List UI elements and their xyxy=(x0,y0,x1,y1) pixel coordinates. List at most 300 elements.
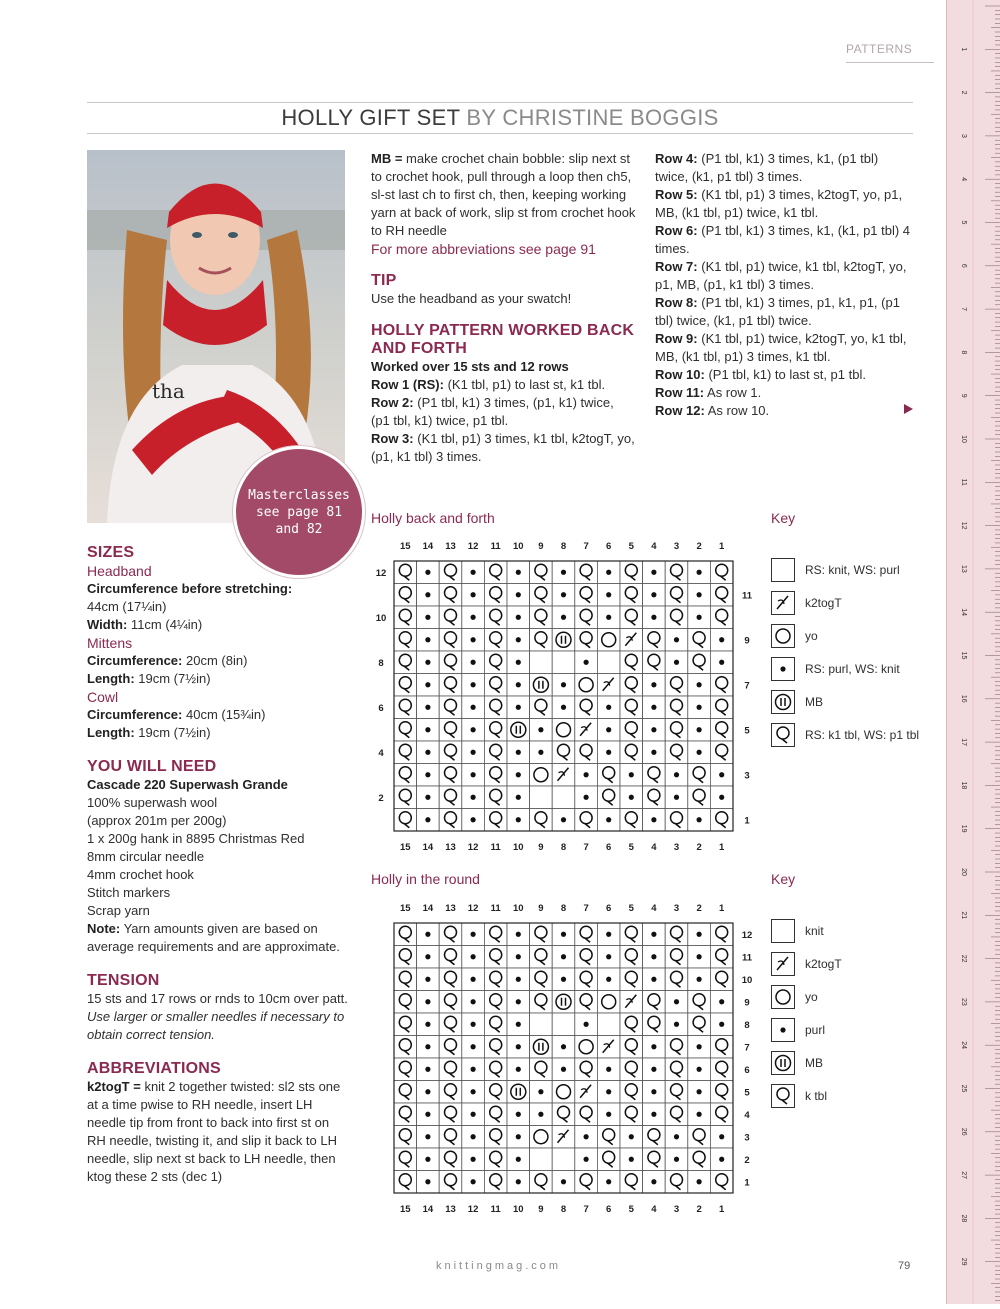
purl-stitch xyxy=(471,637,476,642)
more-abbreviations-link[interactable]: For more abbreviations see page 91 xyxy=(371,241,596,257)
ruler-number: 16 xyxy=(960,694,967,703)
column-number-top: 7 xyxy=(583,903,589,914)
row-number-right: 10 xyxy=(741,974,753,986)
purl-stitch xyxy=(516,1134,521,1139)
key-label: yo xyxy=(805,629,818,643)
column-number-bottom: 13 xyxy=(445,1204,456,1215)
key-label: RS: k1 tbl, WS: p1 tbl xyxy=(805,728,920,742)
purl-stitch xyxy=(561,705,566,710)
grid-cell xyxy=(597,1013,620,1036)
headband-width-value: 11cm (4¼in) xyxy=(127,617,203,632)
row-label: Row 5: xyxy=(655,187,698,202)
purl-stitch xyxy=(471,977,476,982)
need-line: 4mm crochet hook xyxy=(87,867,194,882)
key-item xyxy=(771,657,921,681)
column-number-top: 2 xyxy=(696,903,702,914)
purl-stitch xyxy=(674,660,679,665)
key-item xyxy=(771,723,921,747)
need-line: 8mm circular needle xyxy=(87,849,205,864)
column-number-top: 5 xyxy=(628,541,634,552)
sizes-heading: SIZES xyxy=(87,544,135,561)
row-text: (P1 tbl, k1) to last st, p1 tbl. xyxy=(704,367,866,382)
continue-arrow-icon xyxy=(904,404,913,414)
grid-cell xyxy=(597,991,620,1014)
key-symbol-knit-icon xyxy=(771,919,795,943)
ruler-number: 28 xyxy=(960,1214,967,1223)
key-item xyxy=(771,558,921,582)
ruler-number: 14 xyxy=(960,608,967,617)
note-label: Note: xyxy=(87,921,121,936)
chart2-grid xyxy=(360,897,760,1217)
row-number-right: 9 xyxy=(744,997,750,1009)
row-number-right: 2 xyxy=(744,1154,750,1166)
ruler-number: 2 xyxy=(960,90,967,95)
cowl-circ-label: Circumference: xyxy=(87,707,183,722)
headband-circ-value: 44cm (17¼in) xyxy=(87,599,167,614)
column-number-bottom: 1 xyxy=(719,1204,725,1215)
purl-stitch xyxy=(471,1067,476,1072)
purl-stitch xyxy=(697,615,702,620)
need-heading: YOU WILL NEED xyxy=(87,758,217,775)
key-item xyxy=(771,591,921,615)
purl-stitch xyxy=(516,637,521,642)
purl-stitch xyxy=(425,705,430,710)
purl-stitch xyxy=(516,1157,521,1162)
row-label: Row 7: xyxy=(655,259,698,274)
purl-stitch xyxy=(651,1179,656,1184)
purl-stitch xyxy=(471,1134,476,1139)
row-number-right: 7 xyxy=(744,1042,750,1054)
purl-stitch xyxy=(606,817,611,822)
row-label: Row 8: xyxy=(655,295,698,310)
column-number-bottom: 11 xyxy=(490,842,501,853)
ruler-number: 25 xyxy=(960,1084,967,1093)
column-number-top: 11 xyxy=(490,541,501,552)
cowl-circ-value: 40cm (15¾in) xyxy=(182,707,266,722)
row-instruction xyxy=(655,366,913,384)
purl-stitch xyxy=(425,1044,430,1049)
purl-stitch xyxy=(561,954,566,959)
purl-stitch xyxy=(606,1089,611,1094)
column-number-top: 15 xyxy=(400,541,411,552)
ruler-number: 23 xyxy=(960,998,967,1006)
grid-cell xyxy=(552,786,575,809)
purl-stitch xyxy=(780,1027,785,1032)
headband-circ-label: Circumference before stretching: xyxy=(87,581,293,596)
purl-stitch xyxy=(471,772,476,777)
ruler-number: 11 xyxy=(960,478,967,486)
purl-stitch xyxy=(697,705,702,710)
ruler-number: 7 xyxy=(960,307,967,312)
purl-stitch xyxy=(719,660,724,665)
key-label: k tbl xyxy=(805,1089,828,1103)
purl-stitch xyxy=(651,817,656,822)
right-column xyxy=(655,150,913,420)
grid-cell xyxy=(597,651,620,674)
section-tag: PATTERNS xyxy=(846,42,934,63)
purl-stitch xyxy=(516,1112,521,1117)
column-number-top: 6 xyxy=(606,903,612,914)
grid-cell xyxy=(530,1148,553,1171)
purl-stitch xyxy=(425,637,430,642)
purl-stitch xyxy=(584,795,589,800)
key-symbol-purl-icon xyxy=(771,657,795,681)
mb-text: make crochet chain bobble: slip next st to crochet hook, pull through a loop then ch5, sl-st last ch to first ch, then, keeping working yarn at back of work, slip st from crochet hook to RH needle xyxy=(371,151,636,238)
grid-cell xyxy=(530,1126,553,1149)
column-number-top: 1 xyxy=(719,903,725,914)
purl-stitch xyxy=(584,772,589,777)
need-line: Stitch markers xyxy=(87,885,171,900)
column-number-top: 3 xyxy=(673,541,680,552)
purl-stitch xyxy=(471,1089,476,1094)
footer-site: knittingmag.com xyxy=(436,1260,562,1272)
purl-stitch xyxy=(538,1112,543,1117)
purl-stitch xyxy=(516,592,521,597)
left-column xyxy=(87,544,352,1186)
cowl-circumference xyxy=(87,706,352,724)
purl-stitch xyxy=(561,615,566,620)
purl-stitch xyxy=(425,592,430,597)
ruler-number: 13 xyxy=(960,565,967,573)
column-number-bottom: 9 xyxy=(538,842,544,853)
middle-column xyxy=(371,150,636,466)
row-label: Row 4: xyxy=(655,151,698,166)
tip-heading: TIP xyxy=(371,272,397,289)
ruler-number: 5 xyxy=(960,220,967,225)
purl-stitch xyxy=(471,795,476,800)
purl-stitch xyxy=(471,682,476,687)
purl-stitch xyxy=(606,977,611,982)
cowl-len-value: 19cm (7½in) xyxy=(134,725,211,740)
ruler-number: 21 xyxy=(960,911,967,920)
purl-stitch xyxy=(471,817,476,822)
column-number-top: 11 xyxy=(490,903,501,914)
purl-stitch xyxy=(516,977,521,982)
chart1-grid xyxy=(360,535,760,855)
grid-cell xyxy=(552,1148,575,1171)
purl-stitch xyxy=(629,1157,634,1162)
purl-stitch xyxy=(651,592,656,597)
purl-stitch xyxy=(697,817,702,822)
key-symbol-k2togt-icon xyxy=(771,591,795,615)
key-label: k2togT xyxy=(805,596,842,610)
purl-stitch xyxy=(425,1089,430,1094)
badge-text: Masterclasses see page 81 and 82 xyxy=(248,487,350,537)
purl-stitch xyxy=(561,1044,566,1049)
row-text: (K1 tbl, p1) 3 times, k1 tbl, k2togT, yo, (p1, k1 tbl) 3 times. xyxy=(371,431,635,464)
purl-stitch xyxy=(674,1022,679,1027)
key-item xyxy=(771,985,921,1009)
need-line: 100% superwash wool xyxy=(87,795,218,810)
purl-stitch xyxy=(697,1067,702,1072)
purl-stitch xyxy=(674,637,679,642)
row-number-right: 11 xyxy=(741,952,753,964)
purl-stitch xyxy=(719,637,724,642)
grid-cell xyxy=(530,764,553,787)
purl-stitch xyxy=(471,1179,476,1184)
note-text: Yarn amounts given are based on average requirements and are approximate. xyxy=(87,921,340,954)
row-number-left: 10 xyxy=(375,612,387,624)
row-text: (P1 tbl, k1) 3 times, (p1, k1) twice, (p1 tbl, k1) twice, p1 tbl. xyxy=(371,395,614,428)
column-number-bottom: 7 xyxy=(583,842,589,853)
column-number-top: 10 xyxy=(513,541,524,552)
row-instruction xyxy=(371,376,636,394)
mittens-label: Mittens xyxy=(87,635,133,651)
column-number-bottom: 4 xyxy=(651,842,657,853)
chart2-title: Holly in the round xyxy=(371,871,480,887)
purl-stitch xyxy=(516,999,521,1004)
ruler-number: 17 xyxy=(960,738,967,746)
key-symbol-mb-icon xyxy=(771,690,795,714)
row-text: (K1 tbl, p1) to last st, k1 tbl. xyxy=(443,377,606,392)
svg-text:tha: tha xyxy=(152,379,185,403)
purl-stitch xyxy=(719,1134,724,1139)
grid-cell xyxy=(575,1036,598,1059)
purl-stitch xyxy=(697,570,702,575)
ruler-number: 10 xyxy=(960,435,967,443)
purl-stitch xyxy=(516,954,521,959)
tension-heading: TENSION xyxy=(87,972,160,989)
grid-cell xyxy=(530,786,553,809)
chart1-key-title: Key xyxy=(771,510,796,526)
page-title xyxy=(87,105,913,131)
purl-stitch xyxy=(516,817,521,822)
purl-stitch xyxy=(697,1179,702,1184)
column-number-bottom: 14 xyxy=(422,842,434,853)
purl-stitch xyxy=(561,932,566,937)
k2togt-text: knit 2 together twisted: sl2 sts one at a time pwise to RH needle, insert LH needle tip from front to back into first st on RH needle, twisting it, and slip it back to LH needle, slip next st back to LH needle, then ktog these 2 sts (dec 1) xyxy=(87,1079,341,1184)
purl-stitch xyxy=(425,999,430,1004)
purl-stitch xyxy=(471,1112,476,1117)
purl-stitch xyxy=(606,570,611,575)
purl-stitch xyxy=(471,954,476,959)
purl-stitch xyxy=(516,682,521,687)
purl-stitch xyxy=(651,1044,656,1049)
purl-stitch xyxy=(516,750,521,755)
purl-stitch xyxy=(561,817,566,822)
mittens-length xyxy=(87,670,352,688)
grid-cell xyxy=(530,1013,553,1036)
key-box xyxy=(772,920,795,943)
purl-stitch xyxy=(651,1067,656,1072)
row-instruction xyxy=(371,430,636,466)
purl-stitch xyxy=(425,570,430,575)
key-label: MB xyxy=(805,695,823,709)
row-label: Row 10: xyxy=(655,367,705,382)
purl-stitch xyxy=(538,727,543,732)
purl-stitch xyxy=(719,999,724,1004)
column-number-top: 8 xyxy=(560,541,567,552)
purl-stitch xyxy=(651,1112,656,1117)
purl-stitch xyxy=(719,795,724,800)
purl-stitch xyxy=(516,660,521,665)
purl-stitch xyxy=(561,977,566,982)
key-label: purl xyxy=(805,1023,826,1037)
mittens-circ-label: Circumference: xyxy=(87,653,183,668)
grid-cell xyxy=(552,1081,575,1104)
title-top-rule xyxy=(87,102,913,103)
key-label: yo xyxy=(805,990,818,1004)
row-number-right: 7 xyxy=(744,680,750,692)
purl-stitch xyxy=(516,795,521,800)
mittens-circumference xyxy=(87,652,352,670)
ruler-number: 26 xyxy=(960,1127,967,1136)
purl-stitch xyxy=(471,750,476,755)
row-label: Row 1 (RS): xyxy=(371,377,444,392)
ruler-ticks xyxy=(947,0,1000,1304)
column-number-top: 7 xyxy=(583,541,589,552)
row-instruction xyxy=(655,222,913,258)
column-number-top: 12 xyxy=(467,903,479,914)
ruler-number: 12 xyxy=(960,521,967,530)
row-number-right: 5 xyxy=(744,1087,750,1099)
row-number-left: 12 xyxy=(375,567,387,579)
purl-stitch xyxy=(651,932,656,937)
column-number-bottom: 2 xyxy=(696,1204,702,1215)
grid-cell xyxy=(597,629,620,652)
column-number-top: 14 xyxy=(422,541,434,552)
purl-stitch xyxy=(780,666,785,671)
row-label: Row 6: xyxy=(655,223,698,238)
purl-stitch xyxy=(516,1044,521,1049)
purl-stitch xyxy=(651,1089,656,1094)
column-number-bottom: 1 xyxy=(719,842,725,853)
purl-stitch xyxy=(471,1157,476,1162)
purl-stitch xyxy=(697,932,702,937)
purl-stitch xyxy=(606,592,611,597)
purl-stitch xyxy=(606,705,611,710)
title-main: HOLLY GIFT SET xyxy=(281,105,460,130)
key-symbol-ktbl-icon xyxy=(771,1084,795,1108)
column-number-bottom: 11 xyxy=(490,1204,501,1215)
purl-stitch xyxy=(425,932,430,937)
purl-stitch xyxy=(697,977,702,982)
purl-stitch xyxy=(697,1089,702,1094)
purl-stitch xyxy=(425,1157,430,1162)
purl-stitch xyxy=(471,570,476,575)
purl-stitch xyxy=(471,932,476,937)
purl-stitch xyxy=(651,954,656,959)
purl-stitch xyxy=(425,817,430,822)
row-text: (P1 tbl, k1) 3 times, p1, k1, p1, (p1 tbl) twice, (k1, p1 tbl) twice. xyxy=(655,295,900,328)
purl-stitch xyxy=(471,660,476,665)
row-instruction xyxy=(655,330,913,366)
purl-stitch xyxy=(651,727,656,732)
holly-worked xyxy=(371,358,636,376)
mb-definition xyxy=(371,150,636,240)
purl-stitch xyxy=(538,1089,543,1094)
key-symbol-k2togt-icon xyxy=(771,952,795,976)
purl-stitch xyxy=(425,954,430,959)
holly-worked-text: Worked over 15 sts and 12 rows xyxy=(371,359,569,374)
row-instruction xyxy=(655,402,913,420)
key-symbol-yo-icon xyxy=(771,624,795,648)
purl-stitch xyxy=(674,795,679,800)
chart2-key-title: Key xyxy=(771,871,796,887)
key-item xyxy=(771,919,921,943)
key-box xyxy=(772,625,795,648)
key-box xyxy=(772,559,795,582)
purl-stitch xyxy=(425,977,430,982)
row-text: (K1 tbl, p1) 3 times, k2togT, yo, p1, MB, (k1 tbl, p1) twice, k1 tbl. xyxy=(655,187,903,220)
row-instruction xyxy=(371,394,636,430)
row-number-left: 8 xyxy=(378,657,384,669)
purl-stitch xyxy=(629,1134,634,1139)
column-number-top: 6 xyxy=(606,541,612,552)
key-label: knit xyxy=(805,924,824,938)
row-number-right: 9 xyxy=(744,635,750,647)
key-item xyxy=(771,624,921,648)
tension-text: 15 sts and 17 rows or rnds to 10cm over patt. xyxy=(87,991,348,1006)
purl-stitch xyxy=(674,1157,679,1162)
purl-stitch xyxy=(697,750,702,755)
purl-stitch xyxy=(606,1067,611,1072)
yarn-name xyxy=(87,776,352,794)
row-text: (P1 tbl, k1) 3 times, k1, (k1, p1 tbl) 4 times. xyxy=(655,223,911,256)
holly-heading: HOLLY PATTERN WORKED BACK AND FORTH xyxy=(371,322,635,357)
purl-stitch xyxy=(629,772,634,777)
grid-cell xyxy=(552,1013,575,1036)
column-number-top: 14 xyxy=(422,903,434,914)
row-label: Row 3: xyxy=(371,431,414,446)
row-label: Row 12: xyxy=(655,403,705,418)
column-number-bottom: 3 xyxy=(673,842,680,853)
key-symbol-knit-icon xyxy=(771,558,795,582)
row-text: (P1 tbl, k1) 3 times, k1, (p1 tbl) twice, (k1, p1 tbl) 3 times. xyxy=(655,151,879,184)
purl-stitch xyxy=(471,1044,476,1049)
purl-stitch xyxy=(425,772,430,777)
purl-stitch xyxy=(425,1179,430,1184)
column-number-top: 5 xyxy=(628,903,634,914)
column-number-top: 4 xyxy=(651,541,657,552)
purl-stitch xyxy=(584,1157,589,1162)
key-label: RS: knit, WS: purl xyxy=(805,563,900,577)
purl-stitch xyxy=(516,705,521,710)
purl-stitch xyxy=(584,660,589,665)
column-number-bottom: 5 xyxy=(628,842,634,853)
purl-stitch xyxy=(561,570,566,575)
purl-stitch xyxy=(719,1022,724,1027)
purl-stitch xyxy=(651,977,656,982)
column-number-bottom: 14 xyxy=(422,1204,434,1215)
column-number-top: 13 xyxy=(445,541,456,552)
abbr-heading: ABBREVIATIONS xyxy=(87,1060,221,1077)
grid-cell xyxy=(552,719,575,742)
purl-stitch xyxy=(471,999,476,1004)
column-number-bottom: 2 xyxy=(696,842,702,853)
ruler-number: 3 xyxy=(960,133,967,138)
purl-stitch xyxy=(561,1179,566,1184)
key-item xyxy=(771,1051,921,1075)
column-number-bottom: 5 xyxy=(628,1204,634,1215)
row-instruction xyxy=(655,384,913,402)
row-number-right: 12 xyxy=(741,929,753,941)
column-number-bottom: 15 xyxy=(400,842,411,853)
yarn-name-text: Cascade 220 Superwash Grande xyxy=(87,777,288,792)
row-label: Row 2: xyxy=(371,395,414,410)
purl-stitch xyxy=(719,772,724,777)
column-number-top: 1 xyxy=(719,541,725,552)
row-text: (K1 tbl, p1) twice, k2togT, yo, k1 tbl, MB, (k1 tbl, p1) 3 times, k1 tbl. xyxy=(655,331,907,364)
headband-width xyxy=(87,616,352,634)
purl-stitch xyxy=(606,615,611,620)
column-number-top: 9 xyxy=(538,903,544,914)
column-number-top: 13 xyxy=(445,903,456,914)
key-label: MB xyxy=(805,1056,823,1070)
row-number-left: 6 xyxy=(378,702,384,714)
row-label: Row 9: xyxy=(655,331,698,346)
ruler-number: 15 xyxy=(960,651,967,660)
